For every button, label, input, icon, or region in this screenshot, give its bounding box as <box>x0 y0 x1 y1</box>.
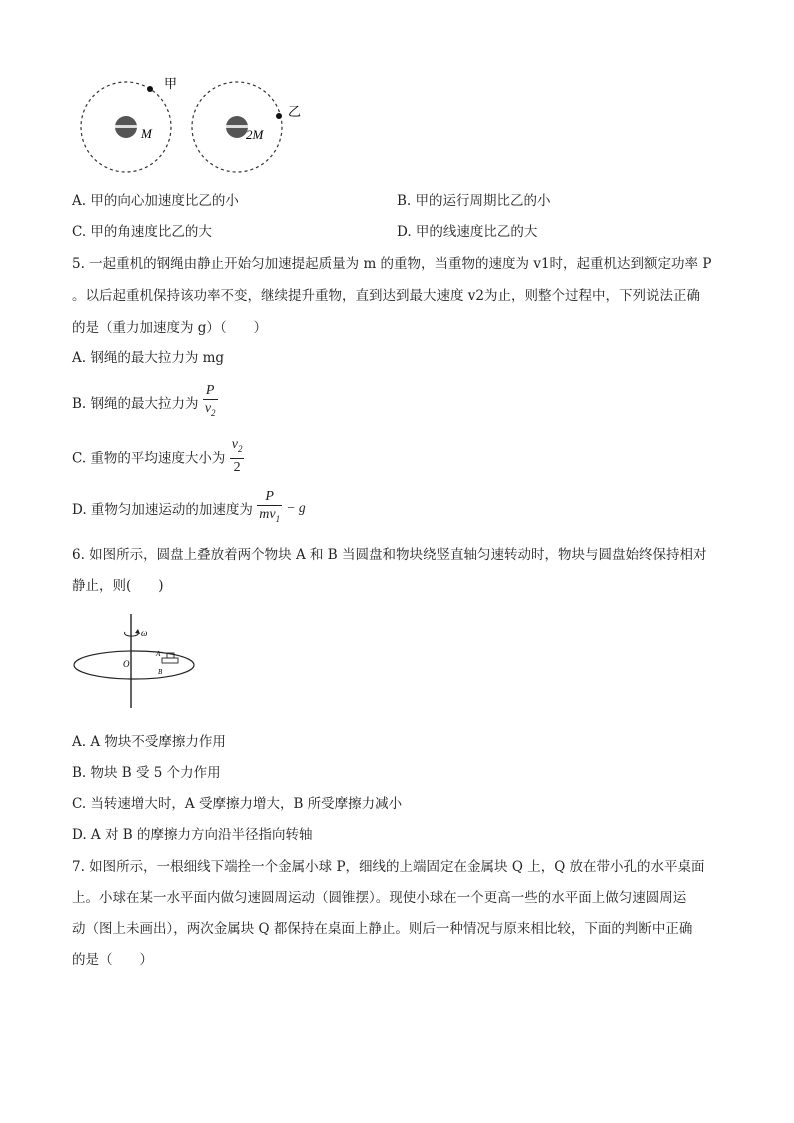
q5-stem-line-3: 的是（重力加速度为 g）（ ） <box>72 320 268 336</box>
label-2m: 2M <box>246 127 264 142</box>
satellite-yi <box>276 113 282 119</box>
q7-stem-line-1: 7. 如图所示，一根细线下端拴一个金属小球 P，细线的上端固定在金属块 Q 上，Q 放在带小孔的水平桌面 <box>72 859 705 875</box>
label-m: M <box>141 126 152 141</box>
orbit-figure <box>70 70 320 180</box>
q5-option-a: A. 钢绳的最大拉力为 mg <box>72 350 225 366</box>
q6-option-b: B. 物块 B 受 5 个力作用 <box>72 765 221 781</box>
fraction-numerator: $v_2$ <box>231 437 243 454</box>
q5-option-d-text: D. 重物匀加速运动的加速度为 <box>72 501 253 518</box>
label-omega: ω <box>141 628 148 638</box>
q5-option-b <box>72 382 218 422</box>
disk-figure <box>70 612 205 712</box>
fraction-numerator: P <box>205 383 215 398</box>
q4-option-b: B. 甲的运行周期比乙的小 <box>397 193 551 209</box>
q5-option-d-suffix: − g <box>286 499 306 515</box>
block-b <box>162 658 178 663</box>
q6-stem-line-2: 静止，则( ) <box>72 578 164 594</box>
disk <box>74 651 194 679</box>
q7-stem-line-2: 上。小球在某一水平面内做匀速圆周运动（圆锥摆）。现使小球在一个更高一些的水平面上做匀速圆周运 <box>72 890 687 906</box>
q6-option-d: D. A 对 B 的摩擦力方向沿半径指向转轴 <box>72 827 313 843</box>
q5-option-c-fraction <box>230 436 245 477</box>
q5-stem-line-1: 5. 一起重机的钢绳由静止开始匀加速提起质量为 m 的重物，当重物的速度为 v1时，起重机达到额定功率 P <box>72 256 712 272</box>
label-block-a: A <box>156 650 161 658</box>
q5-stem-line-2: 。以后起重机保持该功率不变，继续提升重物，直到达到最大速度 v2为止，则整个过程中，下列说法正确 <box>72 288 701 304</box>
fraction-denominator: 2 <box>230 458 245 477</box>
q5-option-c-text: C. 重物的平均速度大小为 <box>72 450 226 467</box>
q4-option-a: A. 甲的向心加速度比乙的小 <box>72 193 239 209</box>
fraction-denominator: $v_2$ <box>203 399 218 422</box>
q7-stem-line-4: 的是（ ） <box>72 952 153 968</box>
label-center-o: O <box>123 659 130 669</box>
q5-option-b-text: B. 钢绳的最大拉力为 <box>72 395 199 412</box>
q4-option-d: D. 甲的线速度比乙的大 <box>397 224 538 240</box>
label-block-b: B <box>158 668 163 676</box>
q5-option-b-fraction <box>203 382 218 422</box>
label-yi: 乙 <box>288 104 302 119</box>
q5-option-d-fraction <box>257 488 282 528</box>
fraction-numerator: P <box>265 489 274 504</box>
q4-option-c: C. 甲的角速度比乙的大 <box>72 224 212 240</box>
label-jia: 甲 <box>164 76 178 91</box>
q5-option-d <box>72 488 306 528</box>
q5-option-c <box>72 436 244 477</box>
q6-stem-line-1: 6. 如图所示，圆盘上叠放着两个物块 A 和 B 当圆盘和物块绕竖直轴匀速转动时，物块与圆盘始终保持相对 <box>72 547 707 563</box>
satellite-jia <box>147 86 153 92</box>
fraction-denominator: $mv_1$ <box>257 505 282 528</box>
q7-stem-line-3: 动（图上未画出），两次金属块 Q 都保持在桌面上静止。则后一种情况与原来相比较，下面的判断中正确 <box>72 921 693 937</box>
q6-option-c: C. 当转速增大时，A 受摩擦力增大，B 所受摩擦力减小 <box>72 796 403 812</box>
q6-option-a: A. A 物块不受摩擦力作用 <box>72 734 226 750</box>
